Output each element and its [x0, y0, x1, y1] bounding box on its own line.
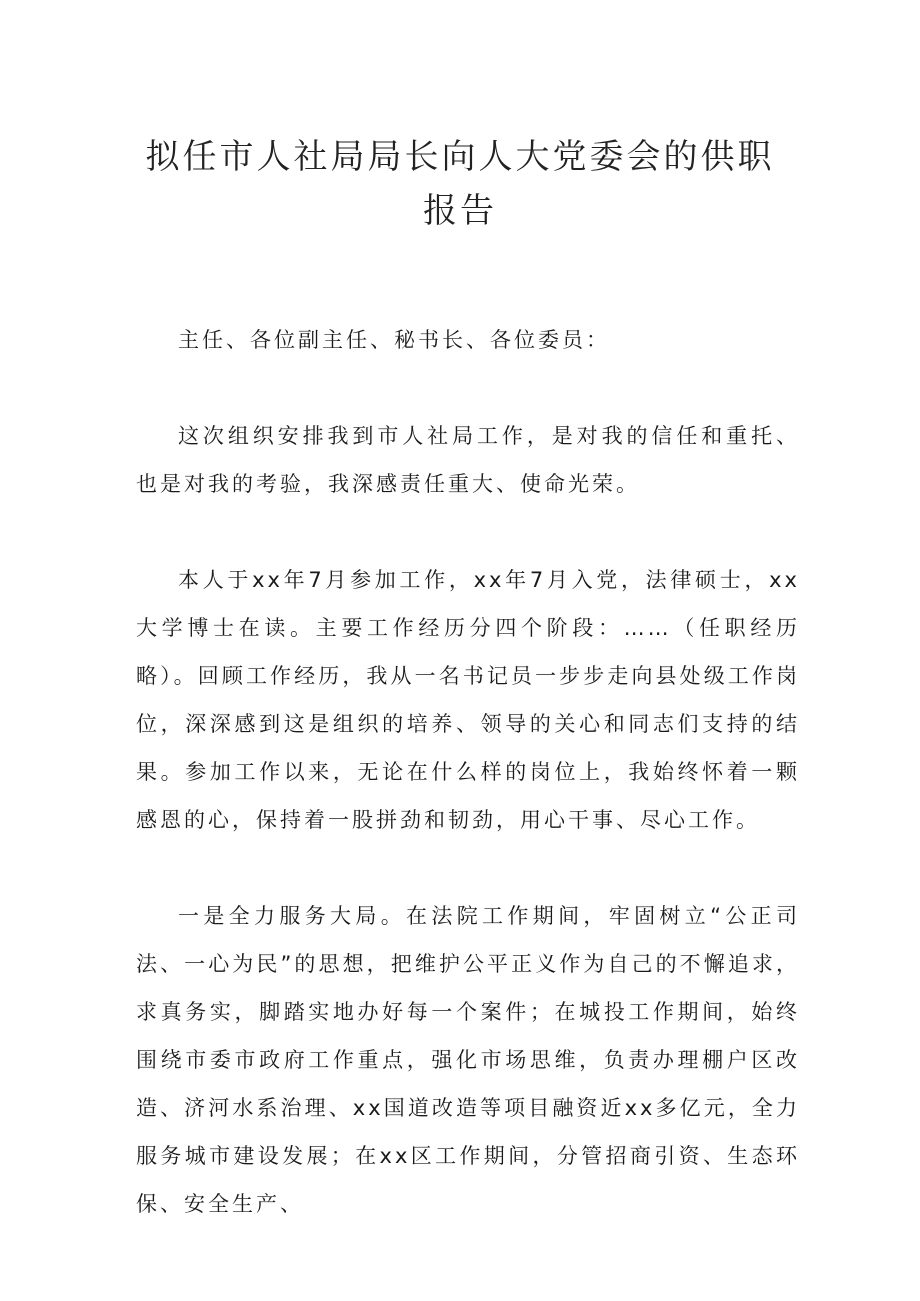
paragraph-2: 本人于xx年7月参加工作，xx年7月入党，法律硕士，xx大学博士在读。主要工作经历分四个阶段：……（任职经历略）。回顾工作经历，我从一名书记员一步步走向县处级工作岗位，深深感到这是组织的培养、领导的关心和同志们支持的结果。参加工作以来，无论在什么样的岗位上，我始终怀着一颗感恩的心，保持着一股拼劲和韧劲，用心干事、尽心工作。	[136, 568, 800, 832]
salutation: 主任、各位副主任、秘书长、各位委员：	[178, 328, 610, 352]
paragraph-1: 这次组织安排我到市人社局工作，是对我的信任和重托、也是对我的考验，我深感责任重大、使命光荣。	[136, 424, 800, 496]
paragraph-3: 一是全力服务大局。在法院工作期间，牢固树立“公正司法、一心为民”的思想，把维护公平正义作为自己的不懈追求，求真务实，脚踏实地办好每一个案件；在城投工作期间，始终围绕市委市政府工作重点，强化市场思维，负责办理棚户区改造、济河水系治理、xx国道改造等项目融资近xx多亿元，全力服务城市建设发展；在xx区工作期间，分管招商引资、生态环保、安全生产、	[136, 904, 800, 1216]
document-title: 拟任市人社局局长向人大党委会的供职报告	[145, 137, 775, 231]
document-body	[136, 316, 800, 1276]
